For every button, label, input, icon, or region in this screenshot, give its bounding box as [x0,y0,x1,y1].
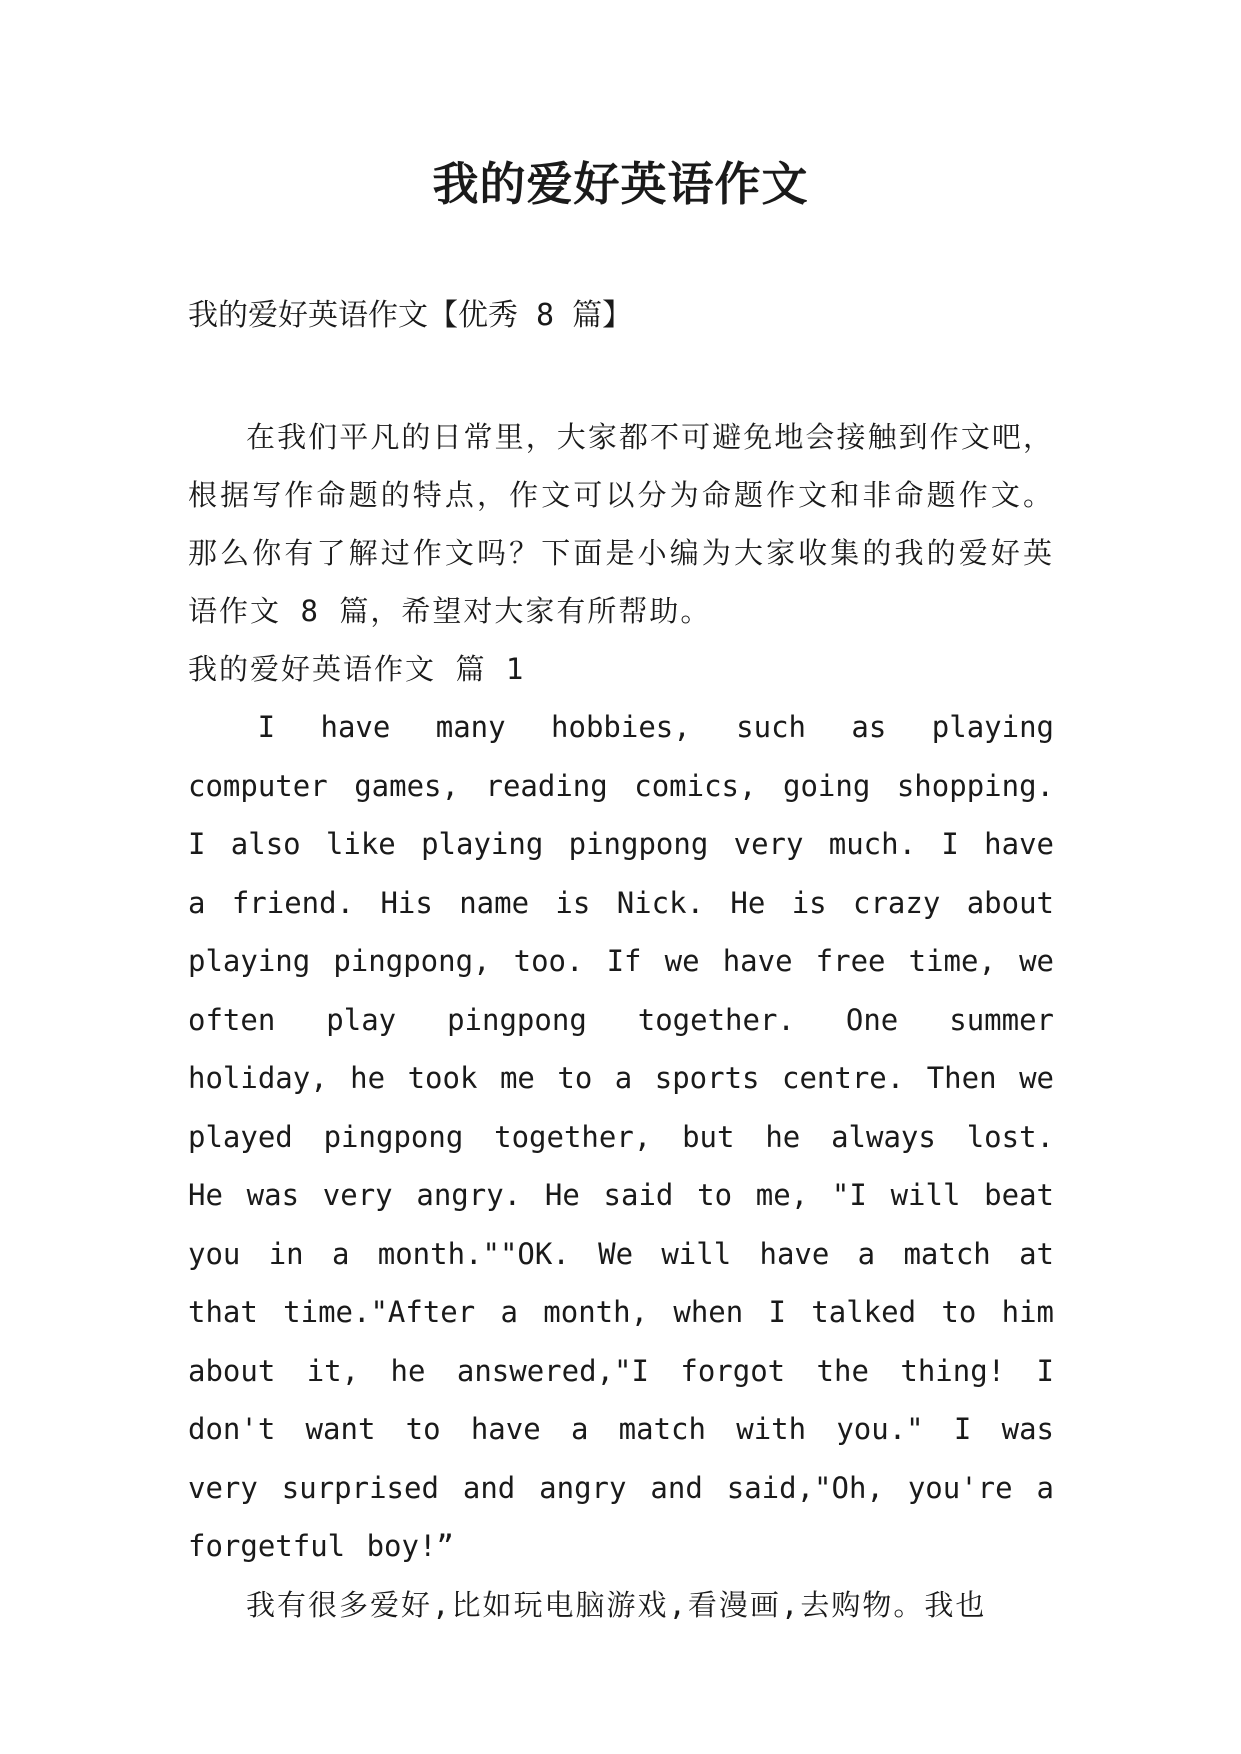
intro-paragraph: 在我们平凡的日常里，大家都不可避免地会接触到作文吧，根据写作命题的特点，作文可以分为命题作文和非命题作文。那么你有了解过作文吗？下面是小编为大家收集的我的爱好英语作文 8 篇，希望对大家有所帮助。 [188,420,1054,628]
document-title: 我的爱好英语作文 [432,157,809,211]
essay-heading: 我的爱好英语作文 篇 1 [188,652,526,686]
essay-english-paragraph: I have many hobbies, such as playing computer games, reading comics, going shopping. I also like playing pingpong very much. I have a friend. His name is Nick. He is crazy about playing pingpong, too. If we have free time, we often play pingpong together. One summer holiday, he took me to a sports centre. Then we played pingpong together, but he always lost. He was very angry. He said to me, "I will beat you in a month.""OK. We will have a match at that time."After a month, when I talked to him about it, he answered,"I forgot the thing! I don't want to have a match with you." I was very surprised and angry and said,"Oh, you're a forgetful boy!” [188,710,1054,1563]
essay-chinese-paragraph: 我有很多爱好,比如玩电脑游戏,看漫画,去购物。我也 [246,1587,987,1622]
document-body [188,408,1054,1634]
document-subtitle: 我的爱好英语作文【优秀 8 篇】 [188,298,633,333]
